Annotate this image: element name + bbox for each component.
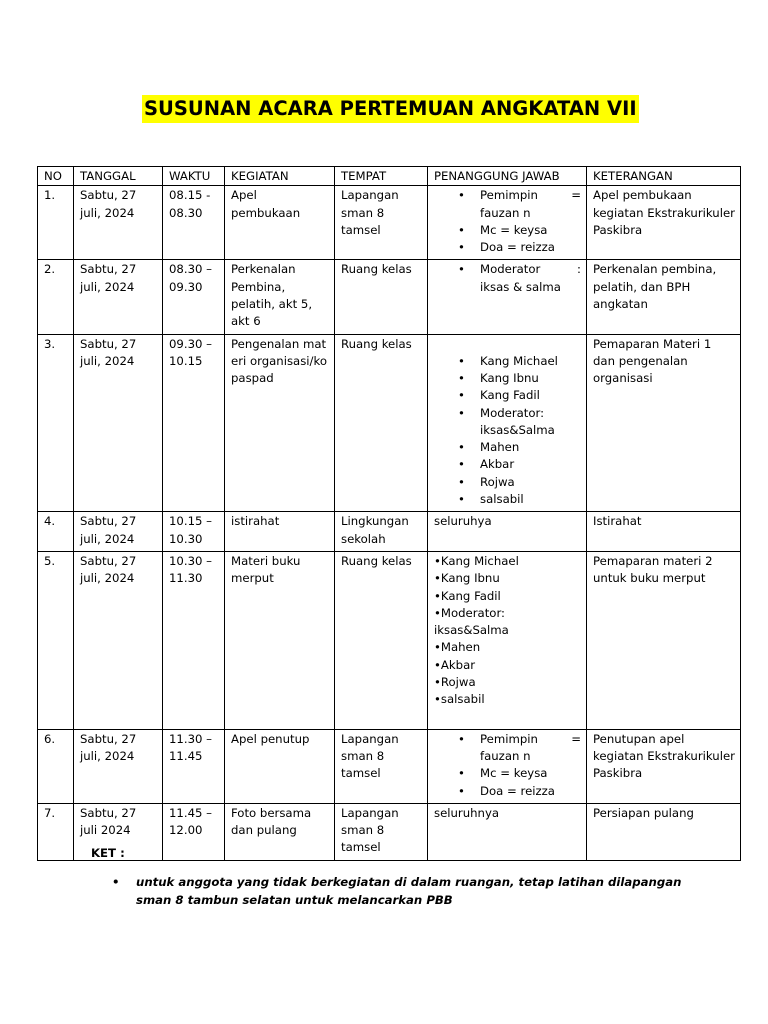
pj-list-item: • Akbar [434,657,581,674]
pj-list-item: • Doa = reizza [434,239,581,256]
cell-tempat: Ruang kelas [335,551,428,729]
header-tanggal: TANGGAL [74,167,163,186]
cell-waktu: 08.15 - 08.30 [163,186,225,260]
cell-tempat: Lapangan sman 8 tamsel [335,803,428,860]
cell-penanggung-jawab [428,260,587,334]
pj-list [434,261,581,296]
cell-keterangan: Persiapan pulang [587,803,741,860]
pj-list-item: • Doa = reizza [434,783,581,800]
pj-list-item: • Akbar [434,456,581,473]
ket-list-item [112,874,682,909]
cell-waktu: 09.30 – 10.15 [163,334,225,512]
table-header-row [38,167,741,186]
cell-waktu: 08.30 – 09.30 [163,260,225,334]
cell-keterangan: Perkenalan pembina, pelatih, dan BPH angkatan [587,260,741,334]
cell-no: 7. [38,803,74,860]
pj-list-item: • Rojwa [434,674,581,691]
pj-list-item: • salsabil [434,491,581,508]
cell-kegiatan: Apel pembukaan [225,186,335,260]
cell-tanggal: Sabtu, 27 juli, 2024 [74,551,163,729]
cell-tanggal: Sabtu, 27 juli 2024 [74,803,163,860]
header-no: NO [38,167,74,186]
table-row [38,729,741,803]
cell-tempat: Lapangan sman 8 tamsel [335,729,428,803]
cell-no: 5. [38,551,74,729]
pj-list-item: • Moderator: iksas&Salma [434,605,581,640]
pj-list-item: • Kang Michael [434,553,581,570]
cell-penanggung-jawab: seluruhnya [428,803,587,860]
pj-list-item: • Mahen [434,439,581,456]
cell-no: 4. [38,512,74,552]
cell-no: 6. [38,729,74,803]
pj-list-item: • Kang Ibnu [434,570,581,587]
cell-keterangan: Pemaparan Materi 1 dan pengenalan organisasi [587,334,741,512]
cell-waktu: 11.30 – 11.45 [163,729,225,803]
table-row [38,334,741,512]
cell-penanggung-jawab [428,186,587,260]
cell-kegiatan: Materi buku merput [225,551,335,729]
header-kegiatan: KEGIATAN [225,167,335,186]
cell-no: 3. [38,334,74,512]
header-keterangan: KETERANGAN [587,167,741,186]
cell-no: 1. [38,186,74,260]
pj-list-item: • Moderator: iksas&Salma [434,405,581,440]
ket-list [112,874,682,909]
pj-list-item: • Moderator : iksas & salma [434,261,581,296]
pj-list-item: • Rojwa [434,474,581,491]
cell-keterangan: Penutupan apel kegiatan Ekstrakurikuler Paskibra [587,729,741,803]
cell-keterangan: Apel pembukaan kegiatan Ekstrakurikuler Paskibra [587,186,741,260]
cell-kegiatan: Apel penutup [225,729,335,803]
table-row [38,186,741,260]
pj-list-item: • Kang Ibnu [434,370,581,387]
cell-no: 2. [38,260,74,334]
cell-tempat: Lingkungan sekolah [335,512,428,552]
header-waktu: WAKTU [163,167,225,186]
pj-list-item: • Mahen [434,639,581,656]
ket-note-text: untuk anggota yang tidak berkegiatan di dalam ruangan, tetap latihan dilapangan sman 8 tambun selatan untuk melancarkan PBB [136,875,682,907]
cell-waktu: 11.45 – 12.00 [163,803,225,860]
cell-penanggung-jawab: seluruhya [428,512,587,552]
pj-list-item: • Kang Fadil [434,588,581,605]
cell-tanggal: Sabtu, 27 juli, 2024 [74,186,163,260]
header-tempat: TEMPAT [335,167,428,186]
cell-waktu: 10.30 – 11.30 [163,551,225,729]
cell-tanggal: Sabtu, 27 juli, 2024 [74,729,163,803]
bullet-icon: • [112,875,120,889]
pj-list-item: • Mc = keysa [434,222,581,239]
table-row [38,551,741,729]
pj-list-item: • Kang Fadil [434,387,581,404]
cell-tempat: Ruang kelas [335,260,428,334]
pj-list [434,353,581,509]
pj-list-item: • Mc = keysa [434,765,581,782]
cell-tanggal: Sabtu, 27 juli, 2024 [74,260,163,334]
pj-list-item: • Pemimpin = fauzan n [434,187,581,222]
schedule-table [37,166,741,861]
cell-tanggal: Sabtu, 27 juli, 2024 [74,334,163,512]
table-row [38,512,741,552]
document-title: SUSUNAN ACARA PERTEMUAN ANGKATAN VII [142,95,639,123]
cell-kegiatan: Pengenalan materi organisasi/kopaspad [225,334,335,512]
pj-list-item: • Pemimpin = fauzan n [434,731,581,766]
pj-list [434,553,581,709]
cell-keterangan: Istirahat [587,512,741,552]
cell-tempat: Lapangan sman 8 tamsel [335,186,428,260]
cell-tempat: Ruang kelas [335,334,428,512]
cell-keterangan: Pemaparan materi 2 untuk buku merput [587,551,741,729]
table-row [38,803,741,860]
cell-penanggung-jawab [428,729,587,803]
ket-label: KET : [91,846,125,860]
pj-list-item: • Kang Michael [434,353,581,370]
cell-penanggung-jawab [428,551,587,729]
cell-kegiatan: Perkenalan Pembina, pelatih, akt 5, akt 6 [225,260,335,334]
pj-list-item: • salsabil [434,691,581,708]
pj-list [434,731,581,800]
cell-penanggung-jawab [428,334,587,512]
cell-kegiatan: Foto bersama dan pulang [225,803,335,860]
cell-waktu: 10.15 – 10.30 [163,512,225,552]
cell-tanggal: Sabtu, 27 juli, 2024 [74,512,163,552]
pj-list [434,187,581,256]
table-row [38,260,741,334]
header-penanggung-jawab: PENANGGUNG JAWAB [428,167,587,186]
cell-kegiatan: istirahat [225,512,335,552]
